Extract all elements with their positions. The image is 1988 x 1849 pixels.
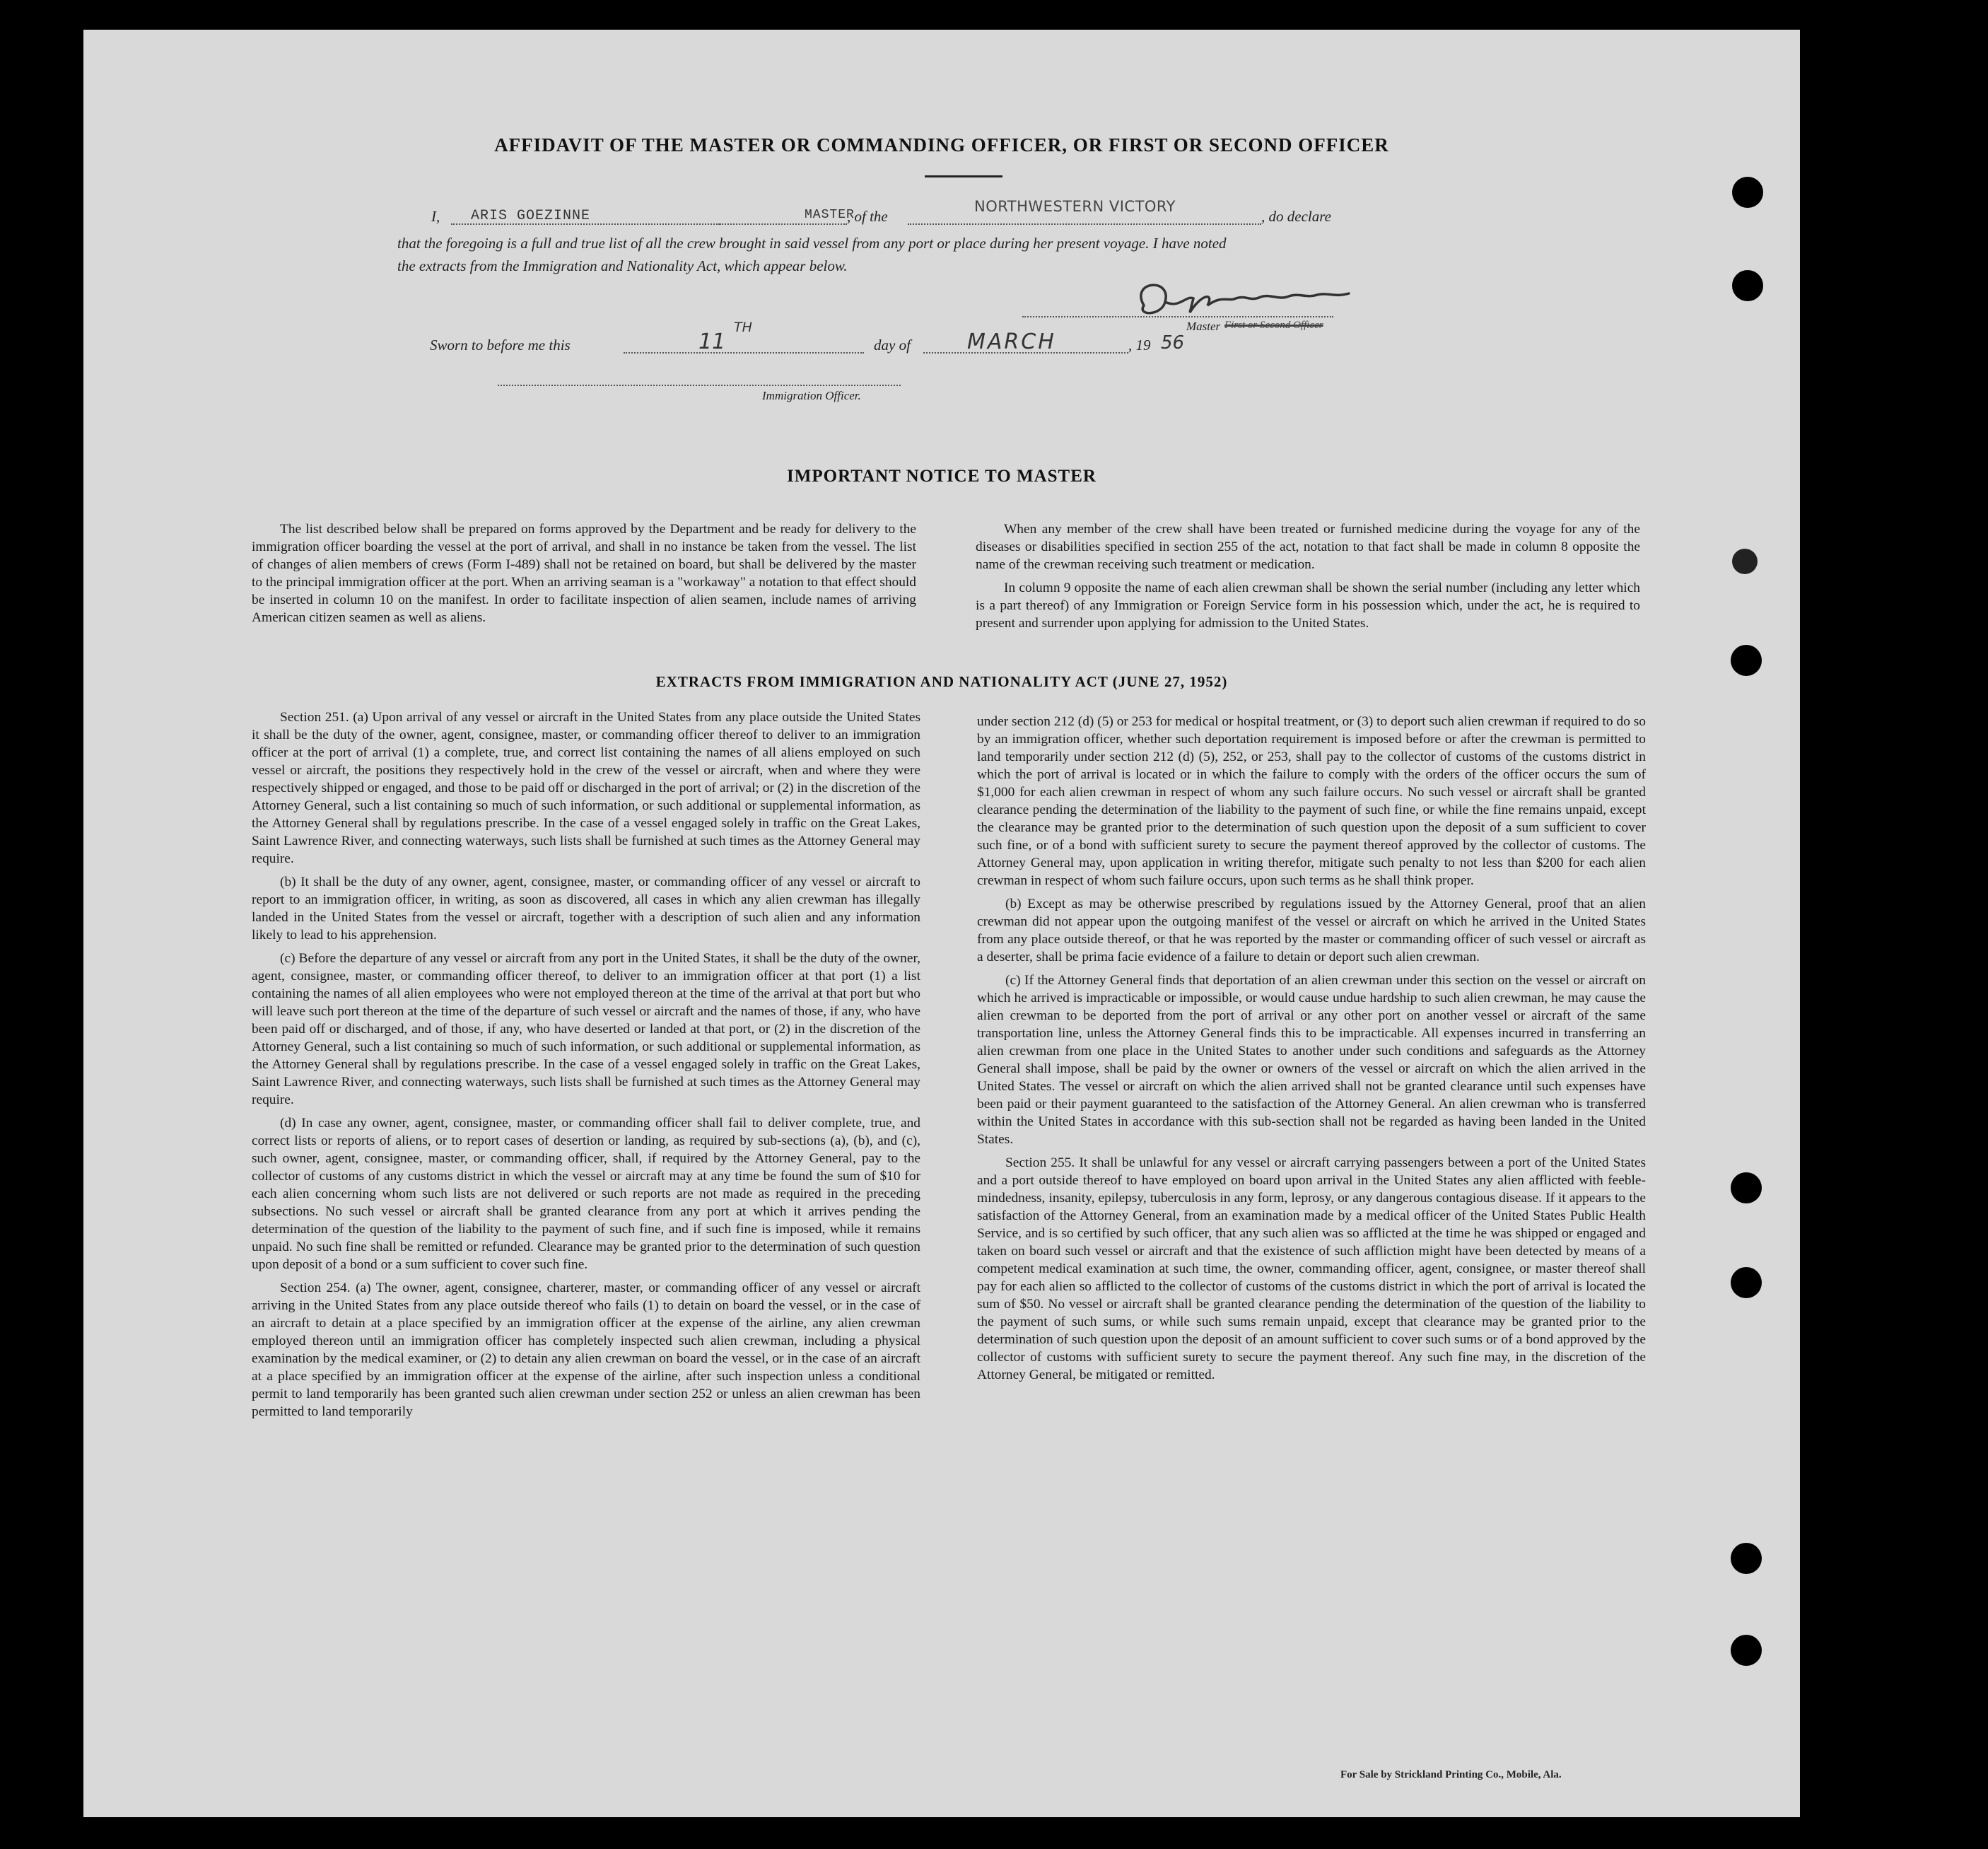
declaration-line-3: the extracts from the Immigration and Nationality Act, which appear below. xyxy=(397,257,848,274)
sworn-day-suffix: TH xyxy=(734,320,752,335)
punch-hole xyxy=(1731,645,1762,676)
declarant-rank: MASTER xyxy=(805,208,855,222)
sworn-prefix: Sworn to before me this xyxy=(430,337,571,354)
immigration-officer-caption: Immigration Officer. xyxy=(762,389,861,402)
extracts-title: EXTRACTS FROM IMMIGRATION AND NATIONALITY ACT (JUNE 27, 1952) xyxy=(655,673,1228,690)
punch-hole xyxy=(1731,1635,1762,1666)
punch-hole xyxy=(1732,270,1763,301)
extract-section-255: Section 255. It shall be unlawful for any vessel or aircraft carrying passengers between a port of the United States and a port outside thereof to have employed on board upon arrival in the United States any alien afflicted with feeble-mindedness, insanity, epilepsy, tuberculosis in any form, leprosy, or any dangerous contagious disease. If it appears to the satisfaction of the Attorney General, from an examination made by a medical officer of the United States Public Health Service, and is so certified by such officer, that any such alien was so afflicted at the time he was shipped or engaged and taken on board such vessel or aircraft and that the existence of such affliction might have been detected by means of a competent medical examination at such time, the owner, commanding officer, agent, consignee, or master thereof shall pay for each alien so afflicted to the collector of customs of the customs district in which the port of arrival is located the sum of $50. No vessel or aircraft shall be granted clearance pending the determination of the question of the liability to the payment of such sums, or while such sums remain unpaid, except that clearance may be granted prior to the determination of such question upon the deposit of an amount sufficient to cover such sums or of a bond approved by the collector of customs with sufficient surety to secure the payment thereof. Any such fine may, in the discretion of the Attorney General, be mitigated or remitted. xyxy=(977,1155,1646,1382)
sworn-month: MARCH xyxy=(967,329,1056,354)
extract-section-251c: (c) Before the departure of any vessel or aircraft from any port in the United States, it shall be the duty of the owner, agent, consignee, master, or commanding officer thereof, to deliver to an immigration officer at that port (1) a list containing the names of all alien employees who were not employed thereon at the time of the arrival at that port but who will leave such port thereon at the time of the departure of such vessel or aircraft and the names of those, if any, who have been paid off or discharged, and of those, if any, who have deserted or landed at that port, or (2) in the discretion of the Attorney General, such a list containing so much of such information, or such additional or supplemental information, as the Attorney General shall by regulations prescribe. In the case of a vessel engaged solely in traffic on the Great Lakes, Saint Lawrence River, and connecting waterways, such lists shall be furnished at such times as the Attorney General may require. xyxy=(252,951,920,1107)
document-page xyxy=(83,30,1800,1817)
day-blank xyxy=(624,352,864,354)
do-declare-label: , do declare xyxy=(1261,208,1331,225)
extract-section-254a-cont: under section 212 (d) (5) or 253 for medical or hospital treatment, or (3) to deport such alien crewman if required to do so by an immigration officer, whether such deportation requirement is imposed before or after the crewman is permitted to land temporarily under section 212 (d) (5), 252, or 253, shall pay to the collector of customs of the customs district in which the port of arrival is located or in which the failure to comply with the orders of the officer occurs the sum of $1,000 for each alien crewman in respect of whom any such failure occurs. No such vessel or aircraft shall be granted clearance pending the determination of the liability to the payment of such fine, or while the fine remains unpaid, except the clearance may be granted prior to the determination of such question upon the deposit of a sum sufficient to cover such fine, or of a bond with sufficient surety to secure the payment thereof approved by the collector of customs. The Attorney General may, upon application in writing therefor, mitigate such penalty to not less than $200 for each alien crewman in respect of whom such failure occurs, upon such terms as he shall think proper. xyxy=(977,714,1646,888)
notice-left-column xyxy=(252,520,916,632)
punch-hole xyxy=(1732,177,1763,208)
notice-right-text-2: In column 9 opposite the name of each alien crewman shall be shown the serial number (including any letter which is a part thereof) of any Immigration or Foreign Service form in his possession which, under the act, he is required to present and surrender upon applying for admission to the United States. xyxy=(976,581,1640,631)
punch-hole xyxy=(1731,1267,1762,1298)
notice-right-text-1: When any member of the crew shall have been treated or furnished medicine during the voyage for any of the diseases or disabilities specified in section 255 of the act, notation to that fact shall be made in column 8 opposite the name of the crewman receiving such treatment or medication. xyxy=(976,522,1640,572)
extract-section-254c: (c) If the Attorney General finds that deportation of an alien crewman under this section on the vessel or aircraft on which he arrived is impracticable or impossible, or would cause undue hardship to such alien crewman, he may cause the alien crewman to be deported from the port of arrival or any other port on another vessel or aircraft of the same transportation line, unless the Attorney General finds this to be impracticable. All expenses incurred in transferring an alien crewman from one place in the United States to another under such conditions and safeguards as the Attorney General shall impose, shall be paid by the owner or owners of the vessel or aircraft on which the alien arrived in the United States. The vessel or aircraft on which the alien arrived shall not be granted clearance until such expenses have been paid or their payment guaranteed to the satisfaction of the Attorney General. An alien crewman who is transferred within the United States in accordance with this sub-section shall not be regarded as having been landed in the United States. xyxy=(977,973,1646,1147)
title-rule xyxy=(925,175,1002,177)
signature-caption: Master xyxy=(1186,320,1221,333)
extract-section-254a: Section 254. (a) The owner, agent, consignee, charterer, master, or commanding officer of any vessel or aircraft arriving in the United States from any place outside thereof who fails (1) to detain on board the vessel, or in the case of an aircraft to detain at a place specified by an immigration officer at the expense of the airline, any alien crewman employed thereon until an immigration officer has completely inspected such alien crewman, including a physical examination by the medical examiner, or (2) to detain any alien crewman on board the vessel, or in the case of an aircraft at a place specified by an immigration officer at the expense of the airline, after such inspection unless a conditional permit to land temporarily has been granted such alien crewman under section 252 or unless an alien crewman has been permitted to land temporarily xyxy=(252,1281,920,1419)
notice-left-text: The list described below shall be prepared on forms approved by the Department and be ready for delivery to the immigration officer boarding the vessel at the port of arrival, and shall in no instance be taken from the vessel. The list of changes of alien members of crews (Form I-489) shall not be retained on board, but shall be delivered by the master to the principal immigration officer at the port. When an arriving seaman is a "workaway" a notation to that effect should be inserted in column 10 on the manifest. In order to facilitate inspection of alien seamen, include names of arriving American citizen seamen as well as aliens. xyxy=(252,522,916,625)
extracts-left-column xyxy=(252,708,920,1426)
printer-credit: For Sale by Strickland Printing Co., Mobile, Ala. xyxy=(1340,1769,1562,1780)
signature-blank xyxy=(1022,316,1333,317)
day-of-label: day of xyxy=(874,337,911,354)
of-the-label: , of the xyxy=(847,208,888,225)
declaration-line-2: that the foregoing is a full and true list of all the crew brought in said vessel from any port or place during her present voyage. I have noted xyxy=(397,235,1227,252)
punch-hole xyxy=(1732,549,1758,574)
officer-blank xyxy=(498,385,901,386)
vessel-name: NORTHWESTERN VICTORY xyxy=(974,198,1176,215)
sworn-year: 56 xyxy=(1161,332,1185,354)
vessel-blank xyxy=(908,223,1261,225)
rank-blank xyxy=(720,223,847,225)
sworn-day: 11 xyxy=(698,329,726,354)
notice-title: IMPORTANT NOTICE TO MASTER xyxy=(787,467,1097,486)
punch-hole xyxy=(1731,1543,1762,1574)
punch-hole xyxy=(1731,1172,1762,1203)
declaration-prefix: I, xyxy=(431,208,440,225)
affidavit-title: AFFIDAVIT OF THE MASTER OR COMMANDING OFFICER, OR FIRST OR SECOND OFFICER xyxy=(494,134,1389,156)
extract-section-251b: (b) It shall be the duty of any owner, agent, consignee, master, or commanding officer of any vessel or aircraft to report to an immigration officer, in writing, as soon as discovered, all cases in which any alien crewman has illegally landed in the United States from the vessel or aircraft, together with a description of such alien and any information likely to lead to his apprehension. xyxy=(252,875,920,943)
declarant-name: ARIS GOEZINNE xyxy=(471,208,591,224)
struck-officer-caption: First or Second Officer xyxy=(1224,320,1323,331)
extract-section-251d: (d) In case any owner, agent, consignee, master, or commanding officer shall fail to deliver complete, true, and correct lists or reports of aliens, or to report cases of desertion or landing, as required by sub-sections (a), (b), and (c), such owner, agent, consignee, master, or commanding officer, shall, if required by the Attorney General, pay to the collector of customs of any customs district in which the vessel or aircraft may at any time be found the sum of $10 for each alien concerning whom such lists are not delivered or such reports are not made as required in the preceding subsections. No such vessel or aircraft shall be granted clearance from any port at which it arrives pending the determination of the question of the liability to the payment of such fine, and if such fine is imposed, while it remains unpaid. No such fine shall be remitted or refunded. Clearance may be granted prior to the determination of such question upon deposit of a bond or a sum sufficient to cover such fine. xyxy=(252,1116,920,1272)
notice-right-column xyxy=(976,520,1640,638)
year-prefix: , 19 xyxy=(1128,337,1151,354)
extract-section-251a: Section 251. (a) Upon arrival of any vessel or aircraft in the United States from any place outside the United States it shall be the duty of the owner, agent, consignee, master, or commanding officer thereof to deliver to an immigration officer at the port of arrival (1) a complete, true, and correct list containing the names of all aliens employed on such vessel or aircraft, the positions they respectively hold in the crew of the vessel or aircraft, when and where they were respectively shipped or engaged, and those to be paid off or discharged in the port of arrival; or (2) in the discretion of the Attorney General, such a list containing so much of such information, or such additional or supplemental information, as the Attorney General shall by regulations prescribe. In the case of a vessel engaged solely in traffic on the Great Lakes, Saint Lawrence River, and connecting waterways, such lists shall be furnished at such times as the Attorney General may require. xyxy=(252,710,920,866)
extracts-right-column xyxy=(977,713,1646,1389)
extract-section-254b: (b) Except as may be otherwise prescribed by regulations issued by the Attorney General, proof that an alien crewman did not appear upon the outgoing manifest of the vessel or aircraft on which he arrived in the United States from any place outside thereof, or that he was reported by the master or commanding officer of such vessel or aircraft as a deserter, shall be prima facie evidence of a failure to detain or deport such alien crewman. xyxy=(977,897,1646,964)
